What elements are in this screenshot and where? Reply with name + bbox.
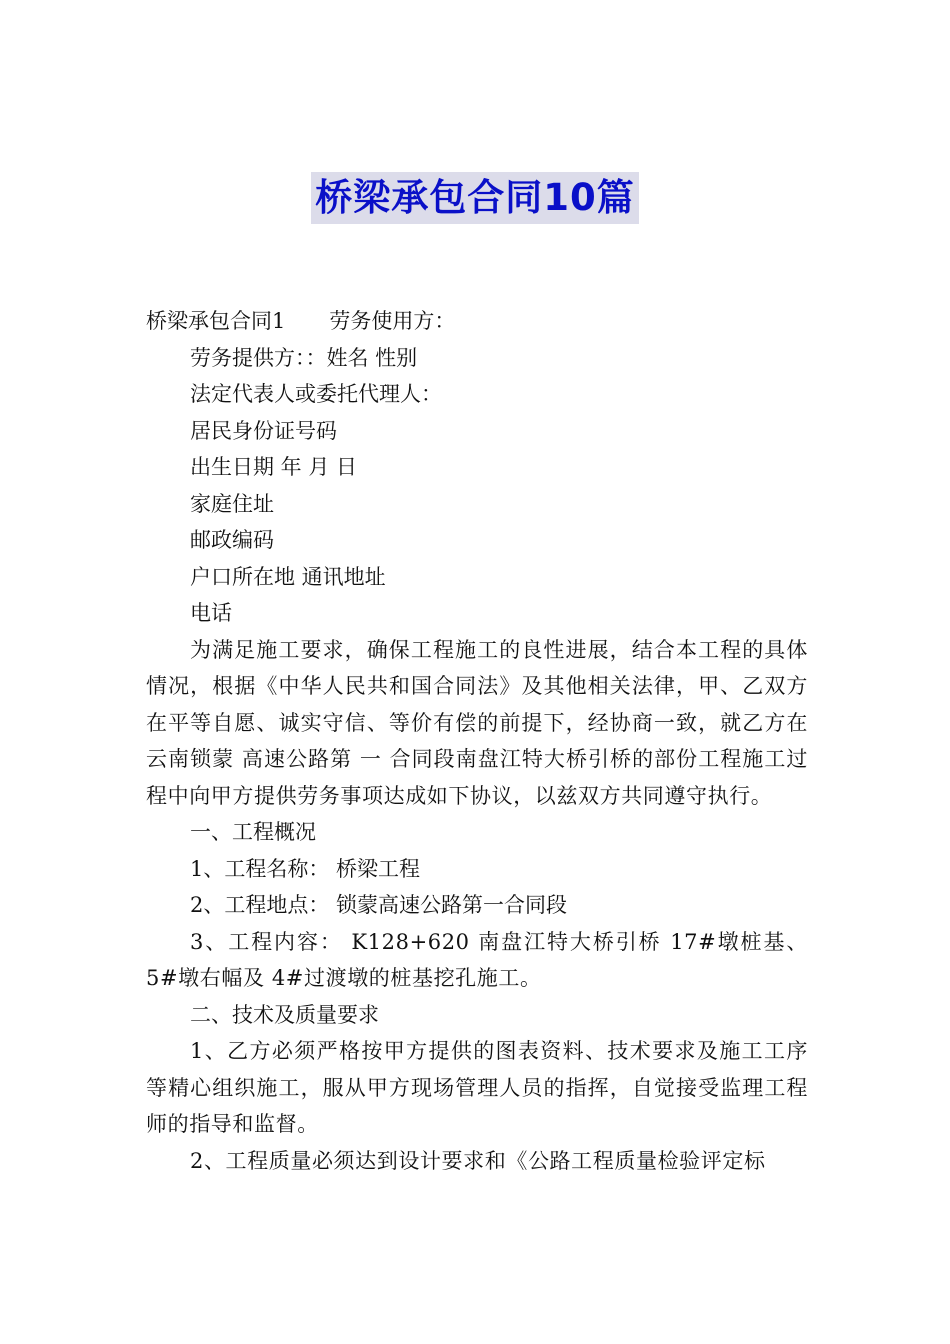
field-id-number: 居民身份证号码 [190,418,337,443]
field-registered-residence: 户口所在地 通讯地址 [190,564,386,589]
document-title: 桥梁承包合同10篇 [311,172,639,224]
title-container [0,172,950,224]
document-body [146,303,808,1179]
item-quality-1: 1、乙方必须严格按甲方提供的图表资料、技术要求及施工工序等精心组织施工，服从甲方现场管理人员的指挥，自觉接受监理工程师的指导和监督。 [146,1039,808,1136]
item-project-name: 1、工程名称： 桥梁工程 [190,856,421,881]
section-title-quality: 二、技术及质量要求 [190,1002,379,1027]
header-line [146,303,808,340]
contract-heading: 桥梁承包合同1 [146,309,286,333]
field-home-address: 家庭住址 [190,491,274,516]
item-project-location: 2、工程地点： 锁蒙高速公路第一合同段 [190,893,568,917]
item-project-content: 3、工程内容： K128+620 南盘江特大桥引桥 17#墩桩基、5#墩右幅及 4#过渡墩的桩基挖孔施工。 [146,929,808,990]
labor-user-label: 劳务使用方： [329,309,456,333]
field-birth-date: 出生日期 年 月 日 [190,455,358,479]
item-quality-2: 2、工程质量必须达到设计要求和《公路工程质量检验评定标 [190,1148,766,1173]
intro-paragraph: 为满足施工要求，确保工程施工的良性进展，结合本工程的具体情况，根据《中华人民共和国合同法》及其他相关法律，甲、乙双方在平等自愿、诚实守信、等价有偿的前提下，经协商一致，就乙方在 云南锁蒙 高速公路第 一 合同段南盘江特大桥引桥的部份工程施工过程中向甲方提供劳务事项达成如下协议，以兹双方共同遵守执行。 [146,637,808,808]
field-representative: 法定代表人或委托代理人： [190,382,442,406]
field-postal-code: 邮政编码 [190,528,274,552]
section-title-overview: 一、工程概况 [190,820,316,844]
field-provider: 劳务提供方：：姓名 性别 [190,345,418,370]
field-phone: 电话 [190,601,232,625]
